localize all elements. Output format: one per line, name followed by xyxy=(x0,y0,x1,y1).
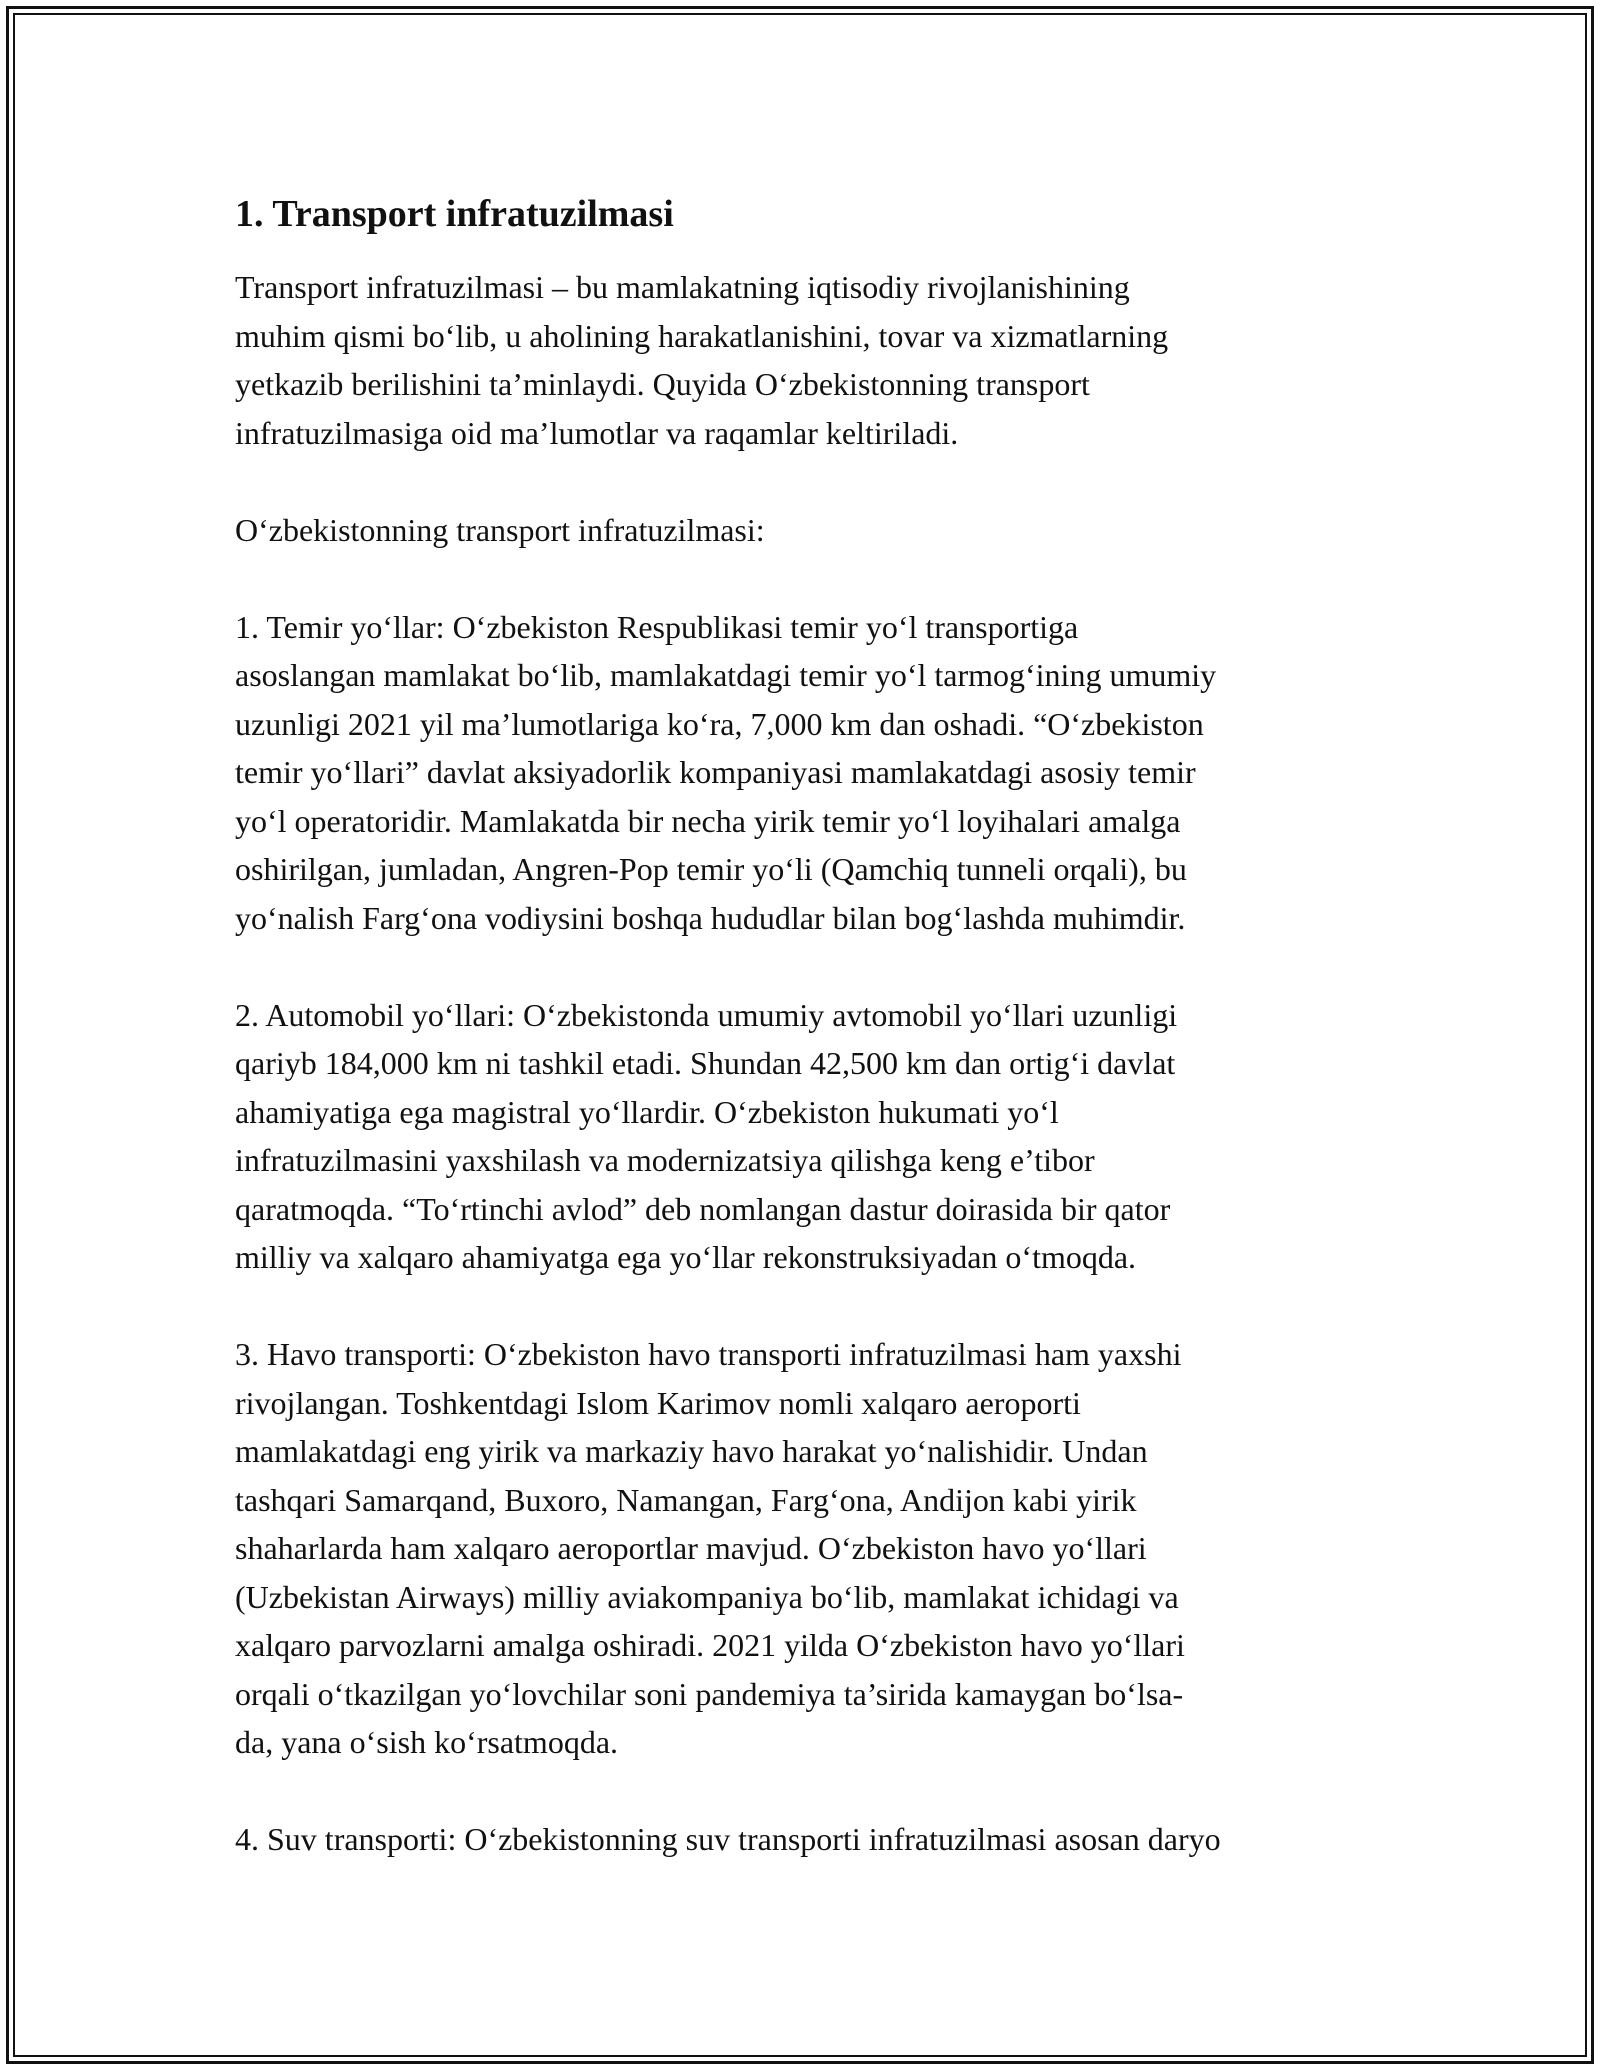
paragraph-air-transport xyxy=(235,1330,1375,1767)
text-line: shaharlarda ham xalqaro aeroportlar mavjud. O‘zbekiston havo yo‘llari xyxy=(235,1530,1147,1566)
text-line: temir yo‘llari” davlat aksiyadorlik kompaniyasi mamlakatdagi asosiy temir xyxy=(235,754,1196,790)
text-line: 4. Suv transporti: O‘zbekistonning suv transporti infratuzilmasi asosan daryo xyxy=(235,1821,1221,1857)
text-line: yo‘l operatoridir. Mamlakatda bir necha yirik temir yo‘l loyihalari amalga xyxy=(235,802,1181,839)
document-body xyxy=(235,186,1375,1912)
text-line: yetkazib berilishini ta’minlaydi. Quyida O‘zbekistonning transport xyxy=(235,366,1090,402)
text-line: 2. Automobil yo‘llari: O‘zbekistonda umumiy avtomobil yo‘llari uzunligi xyxy=(235,996,1178,1033)
text-line: oshirilgan, jumladan, Angren-Pop temir yo‘li (Qamchiq tunneli orqali), bu xyxy=(235,851,1187,887)
text-line: tashqari Samarqand, Buxoro, Namangan, Farg‘ona, Andijon kabi yirik xyxy=(235,1481,1137,1518)
paragraph-subheading xyxy=(235,506,1375,555)
text-line: Transport infratuzilmasi – bu mamlakatning iqtisodiy rivojlanishining xyxy=(235,269,1130,305)
text-line: infratuzilmasini yaxshilash va modernizatsiya qilishga keng e’tibor xyxy=(235,1142,1095,1178)
paragraph-roads xyxy=(235,991,1375,1282)
text-line: asoslangan mamlakat bo‘lib, mamlakatdagi temir yo‘l tarmog‘ining umumiy xyxy=(235,657,1217,693)
text-line: qaratmoqda. “To‘rtinchi avlod” deb nomlangan dastur doirasida bir qator xyxy=(235,1190,1171,1227)
section-heading: 1. Transport infratuzilmasi xyxy=(235,193,674,235)
text-line: milliy va xalqaro ahamiyatga ega yo‘llar rekonstruksiyadan o‘tmoqda. xyxy=(235,1239,1137,1275)
paragraph-intro xyxy=(235,263,1375,457)
paragraph-railways xyxy=(235,603,1375,943)
text-line: rivojlangan. Toshkentdagi Islom Karimov nomli xalqaro aeroporti xyxy=(235,1384,1081,1421)
text-line: yo‘nalish Farg‘ona vodiysini boshqa hududlar bilan bog‘lashda muhimdir. xyxy=(235,899,1186,936)
text-line: infratuzilmasiga oid ma’lumotlar va raqamlar keltiriladi. xyxy=(235,414,959,451)
paragraph-water-transport xyxy=(235,1815,1375,1864)
text-line: orqali o‘tkazilgan yo‘lovchilar soni pandemiya ta’sirida kamaygan bo‘lsa- xyxy=(235,1675,1184,1712)
text-line: (Uzbekistan Airways) milliy aviakompaniya bo‘lib, mamlakat ichidagi va xyxy=(235,1578,1179,1615)
text-line: qariyb 184,000 km ni tashkil etadi. Shundan 42,500 km dan ortig‘i davlat xyxy=(235,1045,1176,1081)
text-line: xalqaro parvozlarni amalga oshiradi. 2021 yilda O‘zbekiston havo yo‘llari xyxy=(235,1627,1185,1663)
text-line: 1. Temir yo‘llar: O‘zbekiston Respublikasi temir yo‘l transportiga xyxy=(235,608,1079,645)
text-line: da, yana o‘sish ko‘rsatmoqda. xyxy=(235,1724,619,1760)
text-line: muhim qismi bo‘lib, u aholining harakatlanishini, tovar va xizmatlarning xyxy=(235,317,1169,354)
text-line: mamlakatdagi eng yirik va markaziy havo harakat yo‘nalishidir. Undan xyxy=(235,1433,1148,1469)
text-line: ahamiyatiga ega magistral yo‘llardir. O‘zbekiston hukumati yo‘l xyxy=(235,1093,1059,1130)
text-line: O‘zbekistonning transport infratuzilmasi: xyxy=(235,511,765,548)
text-line: uzunligi 2021 yil ma’lumotlariga ko‘ra, 7,000 km dan oshadi. “O‘zbekiston xyxy=(235,705,1204,742)
text-line: 3. Havo transporti: O‘zbekiston havo transporti infratuzilmasi ham yaxshi xyxy=(235,1336,1182,1372)
